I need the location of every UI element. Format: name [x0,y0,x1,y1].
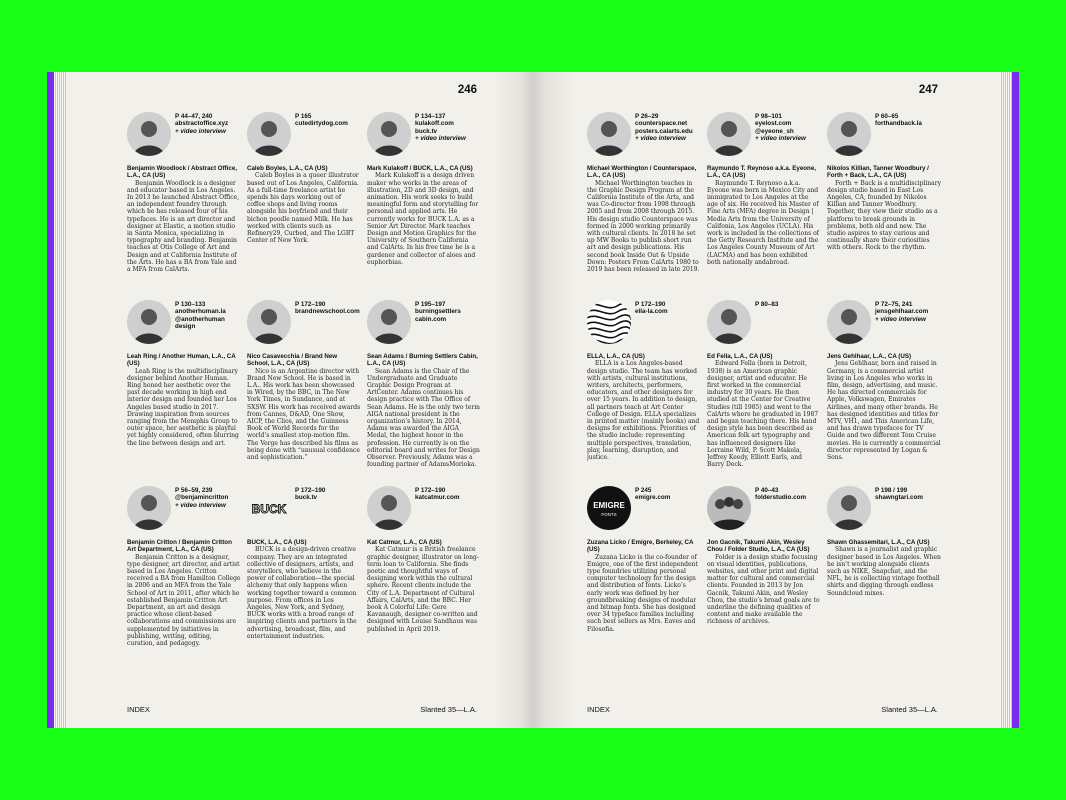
entry-name: Benjamin Critton / Benjamin Critton Art Department, L.A., CA (US) [127,539,232,554]
website-link[interactable]: katcatmur.com [415,494,460,502]
entry-name: Nico Casavecchia / Brand New School, L.A., CA (US) [247,353,338,368]
entries-grid [127,112,481,666]
entry-bio: Caleb Boyles is a queer illustrator based out of Los Angeles, California. As a full-time freelance artist he spends his days working out of coffee shops and living rooms alongside his boyfriend and their bichon poodle named Milk. He has worked with clients such as Refinery29, Curbed, and The LGBT Center of New York. [247,172,359,245]
index-entry [707,112,821,300]
entry-bio: Michael Worthington teaches in the Graphic Design Program at the California Institute of the Arts, and was Co-director from 1998 through 2005 and from 2008 through 2015. His design studio Counterspace was formed in 2000 working primarily with cultural clients. In 2018 he set up MW Books to publish short run art and design publications. His second book Inside Out & Upside Down: Posters From CalArts 1980 to 2019 has been released in late 2019. [587,179,700,274]
index-entry [707,300,821,486]
video-interview-label: + video interview [415,135,466,143]
entry-name: Nikolos Killian, Tanner Woodbury / Forth + Back, L.A., CA (US) [827,165,929,180]
website-link[interactable]: folderstudio.com [755,494,807,502]
page-reference: P 172–190 [295,487,326,494]
entry-bio: Benjamin Critton is a designer, type designer, art director, and artist based in Los Angeles. Critton received a BA from Hamilton College in 2006 and an MFA from the Yale School of Art in 2011, after which he established Benjamin Critton Art Department, an art and design practice whose client-based collaborations and commissions are supplemented by initiatives in publishing, writing, editing, curation, and pedagogy. [127,553,241,648]
page-reference: P 245 [635,487,652,494]
portrait-icon [127,486,171,530]
entry-bio: Nico is an Argentine director with Brand New School. He is based in L.A.. His work has been showcased in Wired, by the BBC, in The New York Times, in Sundance, and at SXSW. His work has received awards from Cannes, D&AD, One Show, AICP, the Clios, and the Guinness Book of World Records for the world’s smallest stop-motion film. The Verge has described his films as being done with “unusual confidence and sophistication.” [247,367,361,462]
website-link[interactable]: buck.tv [295,494,318,502]
page-number: 246 [457,84,477,96]
website-link[interactable]: @benjamincritton [175,494,229,502]
page-reference: P 98–101 [755,113,782,120]
website-link[interactable]: jensgehlhaar.com [875,308,929,316]
entry-name: Jon Gacnik, Takumi Akin, Wesley Chou / Folder Studio, L.A., CA (US) [707,539,810,554]
footer-title: Slanted 35—L.A. [420,705,477,714]
entry-bio: Edward Fella (born in Detroit, 1938) is an American graphic designer, artist and educator. He first worked in the commercial industry for 30 years. He then studied at the Center for Creative Studies (till 1985) and went to the CalArts where he graduated in 1987 and began teaching there. His hand design style has been described as American folk art typography and has influenced designers like Lorraine Wild, P. Scott Makela, Jeffrey Keedy, Elliott Earls, and Barry Deck. [707,360,819,469]
video-interview-label: + video interview [755,135,806,143]
index-entry [827,486,941,666]
entry-bio: Zuzana Licko is the co-founder of Emigre, one of the first independent type foundries utilizing personal computer technology for the design and distribution of fonts. Licko’s early work was defined by her groundbreaking designs of modular and bitmap fonts. She has designed over 34 typeface families including such best sellers as Mrs. Eaves and Filosofia. [587,553,698,633]
page-reference: P 80–83 [755,301,779,308]
entry-bio: Leah Ring is the multidisciplinary designer behind Another Human. Ring honed her aesthetic over the past decade working in high end interior design and founded her Los Angeles based studio in 2017. Drawing inspiration from sources ranging from the Memphis Group to outer space, her aesthetic is playful yet highly considered, often blurring the line between design and art. [127,367,239,447]
portrait-icon [367,300,411,344]
entries-grid [587,112,941,666]
entry-bio: Forth + Back is a multidisciplinary design studio based in East Los Angeles, CA, founded by Nikolos Killian and Tanner Woodbury. Together, they view their studio as a platform to break grounds in problems, both old and new. The studio aspires to stay curious and continually share their curiosities with others. Rock to the rhythm. [827,179,941,252]
svg-text:BUCK: BUCK [251,502,287,516]
portrait-icon [247,112,291,156]
website-link[interactable]: burningsettlers cabin.com [415,308,461,323]
video-interview-label: + video interview [175,127,226,135]
entry-bio: Shawn is a journalist and graphic designer based in Los Angeles. When he isn’t working alongside clients such as NIKE, Snapchat, and the NFL, he is collecting vintage football shirts and digging through endless Soundcloud mixes. [827,546,941,597]
page-reference: P 40–43 [755,487,779,494]
footer-index: INDEX [127,705,150,714]
entry-name: Kat Catmur, L.A., CA (US) [367,539,442,546]
website-link[interactable]: cutedirtydog.com [295,120,348,128]
left-page [66,72,533,728]
page-stack-right [998,72,1012,728]
index-entry [587,112,701,300]
wave-pattern-icon [587,300,631,344]
emigre-logo-icon [587,486,631,530]
website-link[interactable]: kulakoff.com [415,120,454,128]
entry-name: Mark Kulakoff / BUCK, L.A., CA (US) [367,165,473,172]
index-entry [367,300,481,486]
page-reference: P 172–190 [415,487,446,494]
page-reference: P 172–190 [635,301,666,308]
website-link[interactable]: counterspace.net [635,120,688,128]
website-link-secondary[interactable]: buck.tv [415,127,438,135]
website-link-secondary[interactable]: @eyeone_sh [755,127,794,135]
entry-name: BUCK, L.A., CA (US) [247,539,307,546]
index-entry [587,486,701,666]
index-entry [247,112,361,300]
entry-name: Ed Fella, L.A., CA (US) [707,353,773,360]
page-reference: P 172–190 [295,301,326,308]
portrait-icon [127,300,171,344]
portrait-icon [127,112,171,156]
page-reference: P 195–197 [415,301,446,308]
index-entry [707,486,821,666]
video-interview-label: + video interview [875,315,926,323]
website-link[interactable]: ella-la.com [635,308,668,316]
entry-bio: Mark Kulakoff is a design driven maker who works in the areas of illustration, 2D and 3D design, and animation. His work seeks to build meaningful form and storytelling for personal and applied arts. He currently works for BUCK L.A. as a Senior Art Director. Mark teaches Design and Motion Graphics for the University of Southern California and CalArts. In his free time he is a gardener and collector of aloes and euphorbias. [367,172,479,266]
page-reference: P 198 / 199 [875,487,908,494]
entry-name: Benjamin Woodlock / Abstract Office, L.A., CA (US) [127,165,238,180]
index-entry [827,112,941,300]
entry-bio: ELLA is a Los Angeles-based design studio. The team has worked with artists, cultural institutions, writers, architects, performers, educators, and other designers for over 15 years. In addition to design, all partners teach at Art Center College of Design. ELLA specializes in printed matter (mainly books) and designs for exhibitions. Priorities of the studio include: representing multiple perspectives, translation, play, learning, disruption, and justice. [587,360,700,461]
page-number: 247 [918,84,938,96]
website-link[interactable]: abstractoffice.xyz [175,120,229,128]
portrait-icon [827,486,871,530]
page-reference: P 165 [295,113,312,120]
index-entry [587,300,701,486]
svg-text:FONTS: FONTS [601,512,617,517]
index-entry [367,486,481,666]
footer-index: INDEX [587,705,610,714]
video-interview-label: + video interview [175,501,226,509]
index-entry [247,486,361,666]
entry-bio: Sean Adams is the Chair of the Undergraduate and Graduate Graphic Design Program at ArtCenter. Adams continues his design practice with The Office of Sean Adams. He is the only two term AIGA national president in the organization’s history. In 2014, Adams was awarded the AIGA Medal, the highest honor in the profession. He currently is on the editorial board and writes for Design Observer. Previously, Adams was a founding partner of AdamsMorioka. [367,367,480,469]
entry-name: Caleb Boyles, L.A., CA (US) [247,165,328,172]
website-link[interactable]: brandnewschool.com [295,308,360,316]
website-link-secondary[interactable]: posters.calarts.edu [635,127,693,135]
page-reference: P 130–133 [175,301,206,308]
website-link-secondary[interactable]: @anotherhuman design [175,315,225,331]
entry-name: Zuzana Licko / Emigre, Berkeley, CA (US) [587,539,694,554]
page-reference: P 44–47, 240 [175,113,213,120]
entry-bio: BUCK is a design-driven creative company. They are an integrated collective of designers, artists, and storytellers, who believe in the power of collaboration—the special alchemy that only happens when working together toward a common purpose. From offices in Los Angeles, New York, and Sydney, BUCK works with a broad range of inspiring clients and partners in the advertising, broadcast, film, and entertainment industries. [247,546,357,640]
index-entry [367,112,481,300]
entry-bio: Jens Gehlhaar, born and raised in Germany, is a commercial artist living in Los Angeles who works in film, design, advertising, and music. He has directed commercials for Apple, Volkswagen, Emirates Airlines, and many other brands. He has designed identities and titles for MTV, VH1, and This American Life, and has drawn typefaces for TV Guide and two different Tom Cruise movies. He is currently a commercial director represented by Logan & Sons. [827,360,941,461]
portrait-icon [827,112,871,156]
page-reference: P 26–29 [635,113,659,120]
entry-name: Raymundo T. Reynoso a.k.a. Eyeone, L.A., CA (US) [707,165,816,180]
portrait-icon [367,112,411,156]
website-link[interactable]: forthandback.la [875,120,922,128]
index-entry [127,112,241,300]
entry-bio: Kat Catmur is a British freelance graphic designer, illustrator on long-term loan to California. She finds poetic and thoughtful ways of designing work within the cultural sphere. Recent clients include the City of L.A. Department of Cultural Affairs, CalArts, and the BBC. Her book A Colorful Life: Gere Kavanaugh, designer co-written and designed with Louise Sandhaus was published in April 2019. [367,546,479,633]
svg-text:EMIGRE: EMIGRE [593,501,625,510]
page-reference: P 60–65 [875,113,899,120]
buck-logo-icon [247,486,291,530]
entry-bio: Raymundo T. Reynoso a.k.a. Eyeone was born in Mexico City and immigrated to Los Angeles at the age of six. He received his Master of Fine Arts (MFA) degree in Design | Media Arts from the University of Califonia, Los Angeles (UCLA). His work is included in the collections of the Getty Research Institute and the Los Angeles County Museum of Art (LACMA) and has been exhibited both nationally andabroad. [707,179,819,266]
website-link[interactable]: emigre.com [635,494,671,502]
index-entry [127,486,241,666]
website-link[interactable]: eyelost.com [755,120,792,128]
entry-bio: Benjamin Woodlock is a designer and educator based in Los Angeles. In 2013 he launched Abstract Office, an independent foundry through which he has released four of his typefaces. He is an art director and designer at Elastic, a motion studio in Santa Monica, specializing in typography and branding. Benjamin teaches at Otis College of Art and Design and at California Institute of the Arts. He has a BA from Yale and a MFA from CalArts. [127,179,240,274]
website-link[interactable]: shawngtari.com [875,494,923,502]
entry-name: Jens Gehlhaar, L.A., CA (US) [827,353,912,360]
video-interview-label: + video interview [635,135,686,143]
right-page [533,72,1000,728]
footer-title: Slanted 35—L.A. [881,705,938,714]
entry-name: Shawn Ghassemitari, L.A., CA (US) [827,539,930,546]
entry-name: Sean Adams / Burning Settlers Cabin, L.A., CA (US) [367,353,478,368]
index-entry [127,300,241,486]
portrait-icon [707,300,751,344]
entry-name: Michael Worthington / Counterspace, L.A., CA (US) [587,165,697,180]
portrait-icon [587,112,631,156]
index-entry [247,300,361,486]
entry-bio: Folder is a design studio focusing on visual identities, publications, websites, and other print and digital matter for cultural and commercial clients. Founded in 2013 by Jon Gacnik, Takumi Akin, and Wesley Chou, the studio’s broad goals are to underline the defining qualities of content and make available the richness of archives. [707,553,820,626]
group-photo-icon [707,486,751,530]
page-reference: P 56–59, 239 [175,487,213,494]
portrait-icon [827,300,871,344]
entry-name: Leah Ring / Another Human, L.A., CA (US) [127,353,236,368]
entry-name: ELLA, L.A., CA (US) [587,353,645,360]
portrait-icon [247,300,291,344]
page-reference: P 134–137 [415,113,446,120]
website-link[interactable]: anotherhuman.la [175,308,226,316]
portrait-icon [707,112,751,156]
portrait-icon [367,486,411,530]
page-reference: P 72–75, 241 [875,301,913,308]
index-entry [827,300,941,486]
